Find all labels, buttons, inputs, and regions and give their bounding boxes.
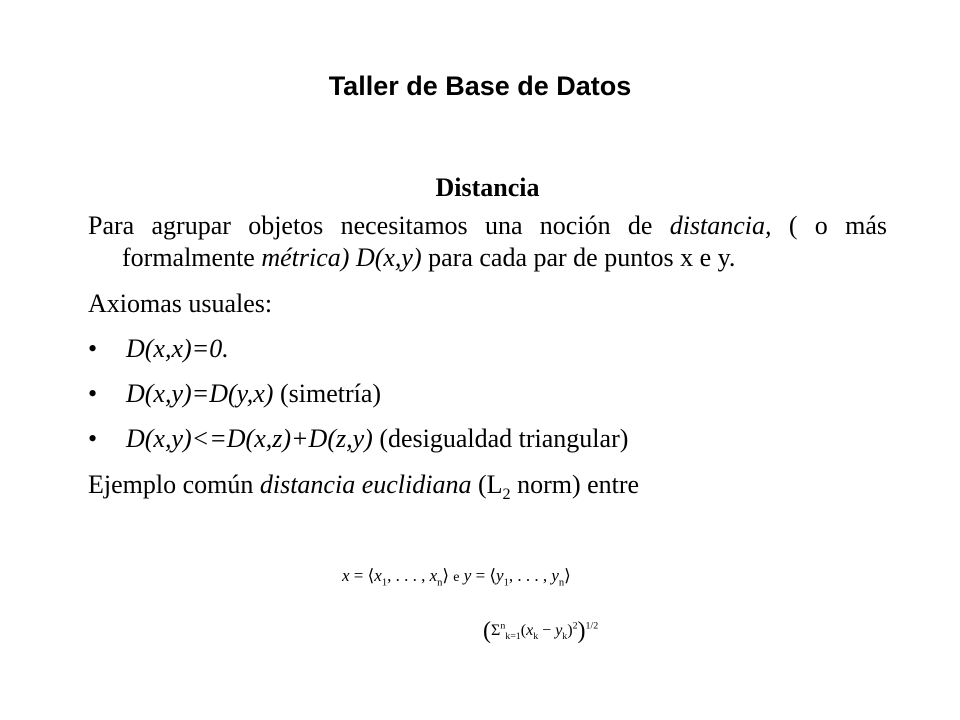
math-var: x	[374, 566, 382, 585]
math-superscript: 2	[572, 620, 578, 632]
math-sigma: Σ	[491, 622, 501, 639]
axiom-note: (desigualdad triangular)	[372, 424, 629, 453]
math-var: x	[342, 566, 350, 585]
math-op: −	[538, 622, 556, 639]
axiom-note: (simetría)	[273, 379, 382, 408]
math-superscript: 1/2	[585, 620, 599, 632]
math-subscript: k	[533, 631, 539, 643]
math-var: x	[526, 622, 534, 639]
math-paren: )	[577, 618, 586, 644]
axiom-formula: D(x,y)<=D(x,z)+D(z,y)	[126, 424, 373, 453]
header-title: Taller de Base de Datos	[328, 71, 632, 101]
math-op: = ⟨	[349, 566, 375, 585]
math-op: = ⟨	[471, 566, 497, 585]
math-op: ⟩	[564, 566, 571, 585]
bullet-icon: •	[88, 334, 98, 363]
math-subscript: 1	[381, 577, 388, 589]
bullet-icon: •	[88, 379, 98, 408]
example-text-3: norm) entre	[510, 470, 640, 499]
math-subscript: n	[558, 577, 565, 589]
axiom-formula: D(x,y)=D(y,x)	[126, 379, 274, 408]
slide-title: Distancia	[435, 173, 540, 202]
axiom-item	[88, 423, 887, 455]
math-op: , . . . ,	[387, 566, 430, 585]
math-op: ⟩	[442, 566, 454, 585]
example-text-2: (L	[471, 470, 503, 499]
math-var: y	[551, 566, 559, 585]
example-subscript: 2	[502, 486, 511, 504]
math-conjunction: e	[453, 570, 460, 585]
bullet-icon: •	[88, 424, 98, 453]
axiom-item	[88, 378, 887, 410]
math-superscript: n	[500, 620, 506, 632]
intro-text-1: Para agrupar objetos necesitamos una noción de	[88, 211, 670, 240]
example-paragraph	[88, 469, 887, 511]
math-subscript: k	[562, 631, 568, 643]
math-subscript: 1	[503, 577, 509, 589]
example-text-1: Ejemplo común	[88, 470, 260, 499]
intro-text-4: para cada par de puntos x e y.	[421, 243, 736, 272]
math-var: y	[463, 566, 472, 585]
math-paren: )	[567, 622, 573, 639]
axioms-label: Axiomas usuales:	[88, 289, 273, 318]
math-paren: (	[520, 622, 527, 639]
math-var: y	[496, 566, 504, 585]
axiom-formula: D(x,x)=0.	[126, 334, 229, 363]
math-var: x	[429, 566, 438, 585]
axiom-item	[88, 333, 887, 365]
math-var: y	[555, 622, 563, 639]
intro-term-metrica: métrica)	[261, 243, 350, 272]
math-subscript: k=1	[505, 631, 521, 643]
math-subscript: n	[437, 577, 443, 589]
formula-vectors	[342, 566, 571, 588]
math-op: , . . . ,	[508, 566, 552, 585]
intro-term-distancia: distancia,	[669, 211, 772, 240]
intro-term-dxy: D(x,y)	[355, 243, 422, 272]
intro-paragraph	[88, 210, 887, 274]
math-paren: (	[483, 618, 491, 644]
intro-text-2: ( o más formalmente	[122, 211, 887, 272]
slide-content	[88, 172, 887, 511]
formula-distance	[483, 618, 598, 645]
example-term: distancia euclidiana	[259, 470, 472, 499]
